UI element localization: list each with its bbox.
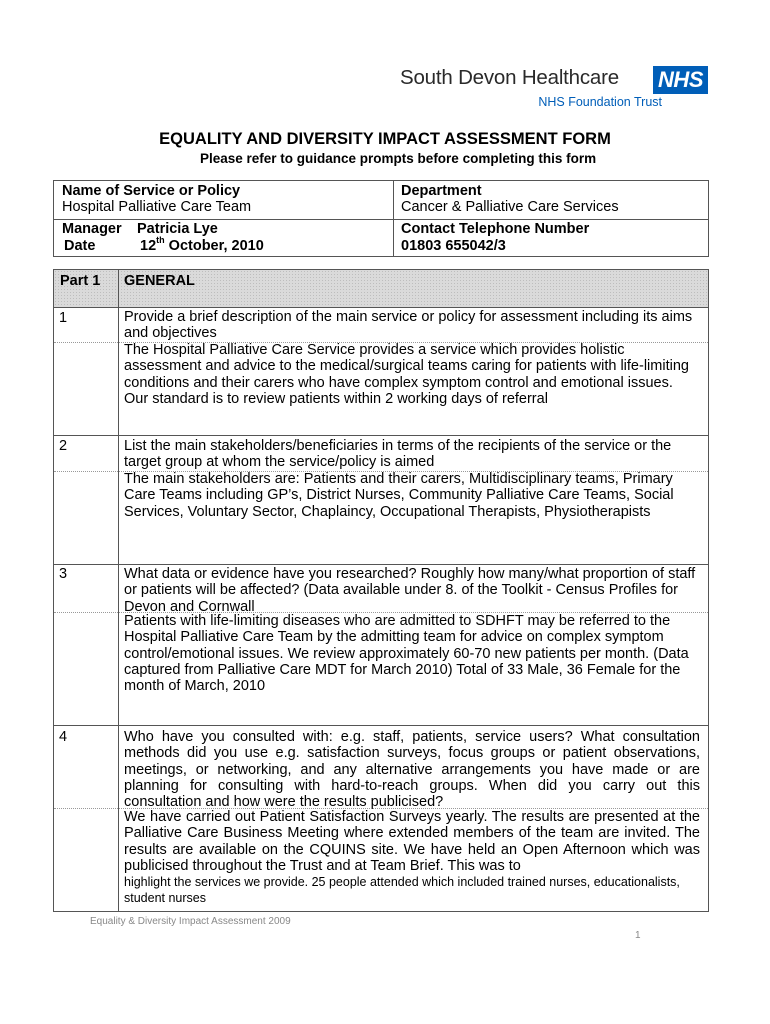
question-number: 3	[59, 566, 68, 582]
question-number: 1	[59, 310, 68, 326]
page-number: 1	[635, 930, 641, 941]
phone-label: Contact Telephone Number	[401, 221, 590, 237]
answer-text: The main stakeholders are: Patients and their carers, Multidisciplinary teams, Primary Care Teams including GP’s, District Nurses, Community Palliative Care Teams, Social Services, Voluntary Sector, Chaplaincy, Occupational Therapists, Physiotherapists	[124, 471, 674, 520]
footer-text: Equality & Diversity Impact Assessment 2009	[90, 916, 291, 927]
manager-value: Patricia Lye	[137, 221, 218, 237]
logo-name: South Devon Healthcare	[400, 66, 619, 89]
service-label: Name of Service or Policy	[62, 183, 241, 199]
form-title: EQUALITY AND DIVERSITY IMPACT ASSESSMENT FORM	[159, 130, 611, 148]
manager-label: Manager	[62, 221, 122, 237]
part-label: Part 1	[60, 273, 101, 289]
question-text: Who have you consulted with: e.g. staff, patients, service users? What consultation methods did you use e.g. satisfaction surveys, focus groups or patient observations, meetings, or networking, and any alternative arrangements you have made or are planning for consulting with hard-to-reach groups. When did you carry out this consultation and how were the results publicised?	[124, 729, 700, 811]
info-table	[53, 180, 709, 257]
date-value: 12th October, 2010	[140, 235, 264, 254]
department-value: Cancer & Palliative Care Services	[401, 199, 619, 215]
form-subtitle: Please refer to guidance prompts before completing this form	[200, 151, 597, 166]
assessment-table	[53, 269, 709, 912]
service-value: Hospital Palliative Care Team	[62, 199, 252, 215]
question-number: 2	[59, 438, 68, 454]
answer-text: Patients with life-limiting diseases who are admitted to SDHFT may be referred to the Hospital Palliative Care Team by the admitting team for advice on complex symptom control/emotional issues. We review approximately 60-70 new patients per month. (Data captured from Palliative Care MDT for March 2010) Total of 33 Male, 36 Female for the month of March, 2010	[124, 613, 689, 695]
question-text: Provide a brief description of the main service or policy for assessment including its aims and objectives	[124, 309, 693, 342]
question-text: What data or evidence have you researched? Roughly how many/what proportion of staff or patients will be affected? (Data available under 8. of the Toolkit - Census Profiles for Devon and Cornwall	[124, 566, 696, 615]
answer-text: We have carried out Patient Satisfaction Surveys yearly. The results are presented at the Palliative Care Business Meeting where extended members of the team are invited. The results are available on the CQUINS site. We have held an Open Afternoon which was publicised throughout the Trust and at Team Brief. This was to	[124, 809, 700, 874]
phone-value: 01803 655042/3	[401, 238, 506, 254]
answer-text-continued: highlight the services we provide. 25 people attended which included trained nurses, educationalists, student nurses	[124, 875, 680, 906]
nhs-badge: NHS	[653, 66, 708, 94]
department-label: Department	[401, 183, 482, 199]
logo-trust: NHS Foundation Trust	[538, 95, 662, 109]
date-label: Date	[64, 238, 96, 254]
answer-text: The Hospital Palliative Care Service provides a service which provides holistic assessment and advice to the medical/surgical teams caring for patients with life-limiting conditions and their carers who have complex symptom control and emotional issues. Our standard is to review patients within 2 working days of referral	[124, 342, 689, 407]
part-heading: GENERAL	[124, 273, 195, 289]
question-number: 4	[59, 729, 68, 745]
question-text: List the main stakeholders/beneficiaries in terms of the recipients of the service or the target group at whom the service/policy is aimed	[124, 438, 672, 471]
trust-logo	[400, 66, 708, 114]
